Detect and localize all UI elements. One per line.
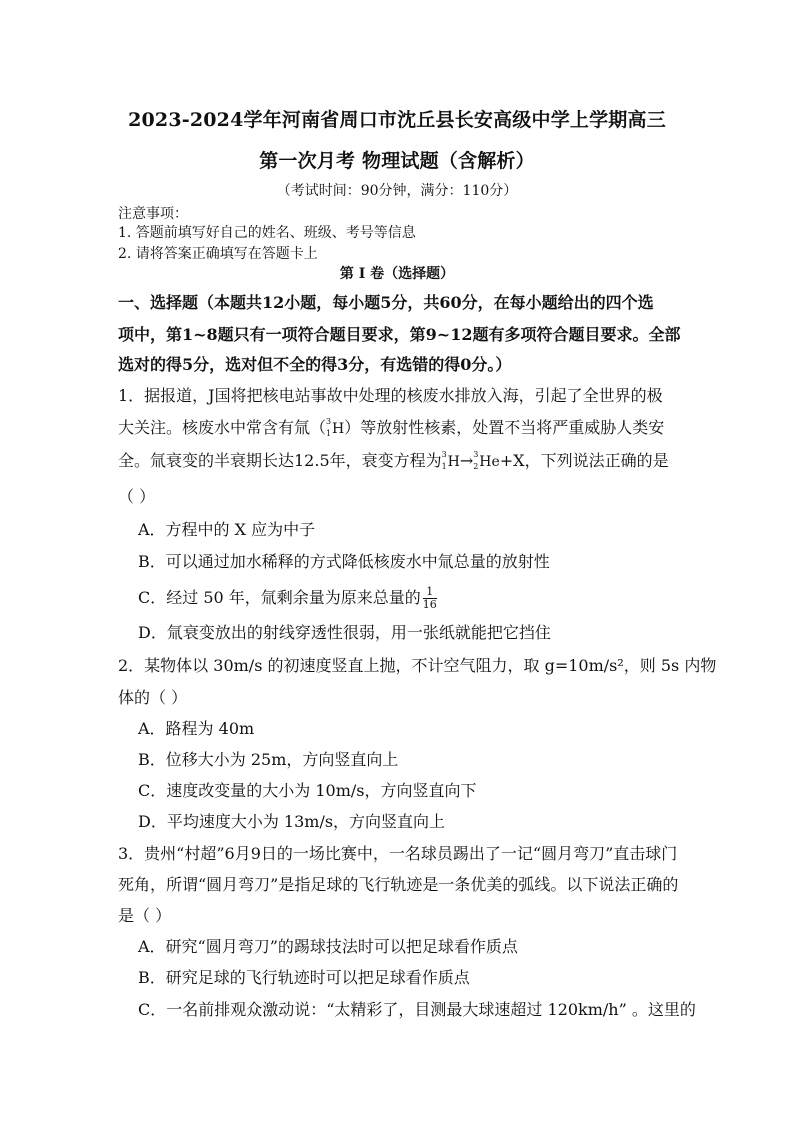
q3-stem-line2: 死角，所谓“圆月弯刀”是指足球的飞行轨迹是一条优美的弧线。以下说法正确的 <box>118 875 679 894</box>
helium-nuclide: 3 2 He <box>473 450 500 471</box>
q2-stem-line2: 体的（ ） <box>118 688 188 707</box>
q1-text: ）等放射性核素，处置不当将严重威胁人类安 <box>344 418 665 437</box>
q2-option-b: B．位移大小为 25m，方向竖直向上 <box>138 750 399 769</box>
q1-option-d: D．氚衰变放出的射线穿透性很弱，用一张纸就能把它挡住 <box>138 623 551 642</box>
q2-option-a: A．路程为 40m <box>138 719 255 738</box>
q1-stem-line1: 1．据报道，J国将把核电站事故中处理的核废水排放入海，引起了全世界的极 <box>118 386 663 405</box>
q2-stem-line1: 2．某物体以 30m/s 的初速度竖直上抛，不计空气阻力，取 g=10m/s²，则 5s 内物 <box>118 656 717 675</box>
page-title-line2: 第一次月考 物理试题（含解析） <box>259 150 535 172</box>
q1-text: 全。氚衰变的半衰期长达12.5年，衰变方程为 <box>118 451 442 470</box>
exam-info: （考试时间：90分钟，满分：110分） <box>276 183 518 199</box>
q3-stem-line1: 3．贵州“村超”6月9日的一场比赛中，一名球员踢出了一记“圆月弯刀”直击球门 <box>118 844 678 863</box>
q1-option-b: B．可以通过加水稀释的方式降低核废水中氚总量的放射性 <box>138 552 550 571</box>
tritium-nuclide: 3 1 H <box>326 417 345 438</box>
q1-bracket: （ ） <box>118 487 156 506</box>
q1-option-c <box>138 585 437 611</box>
q1-option-a: A．方程中的 X 应为中子 <box>138 520 316 539</box>
q3-option-c: C．一名前排观众激动说：“太精彩了，目测最大球速超过 120km/h” 。这里的 <box>138 1000 696 1019</box>
q3-option-b: B．研究足球的飞行轨迹时可以把足球看作质点 <box>138 968 470 987</box>
notice-item-1: 1. 答题前填写好自己的姓名、班级、考号等信息 <box>118 225 416 241</box>
q1-stem-line2 <box>118 415 664 438</box>
tritium-nuclide: 3 1 H <box>441 450 460 471</box>
notice-heading: 注意事项： <box>118 206 188 222</box>
q3-option-a: A．研究“圆月弯刀”的踢球技法时可以把足球看作质点 <box>138 937 518 956</box>
q2-option-c: C．速度改变量的大小为 10m/s，方向竖直向下 <box>138 781 477 800</box>
q1-stem-line3 <box>118 448 669 471</box>
notice-item-2: 2. 请将答案正确填写在答题卡上 <box>118 246 318 262</box>
section-instructions-2: 项中，第1~8题只有一项符合题目要求，第9~12题有多项符合题目要求。全部 <box>118 325 681 344</box>
q3-stem-line3: 是（ ） <box>118 906 172 925</box>
page-title-line1: 2023-2024学年河南省周口市沈丘县长安高级中学上学期高三 <box>128 109 666 131</box>
section-instructions-1: 一、选择题（本题共12小题，每小题5分，共60分，在每小题给出的四个选 <box>118 293 654 312</box>
section-instructions-3: 选对的得5分，选对但不全的得3分，有选错的得0分。） <box>118 355 512 374</box>
plus-x: +X <box>499 451 525 470</box>
q1-text: 大关注。核废水中常含有氚（ <box>118 418 327 437</box>
arrow: → <box>459 451 474 470</box>
fraction: $\frac{1}{16}$ <box>422 585 437 611</box>
q1-text: ，下列说法正确的是 <box>524 451 669 470</box>
q2-option-d: D．平均速度大小为 13m/s，方向竖直向上 <box>138 812 446 831</box>
volume-title: 第 I 卷（选择题） <box>339 266 455 282</box>
q1-option-c-text: C．经过 50 年，氚剩余量为原来总量的 <box>138 588 421 607</box>
